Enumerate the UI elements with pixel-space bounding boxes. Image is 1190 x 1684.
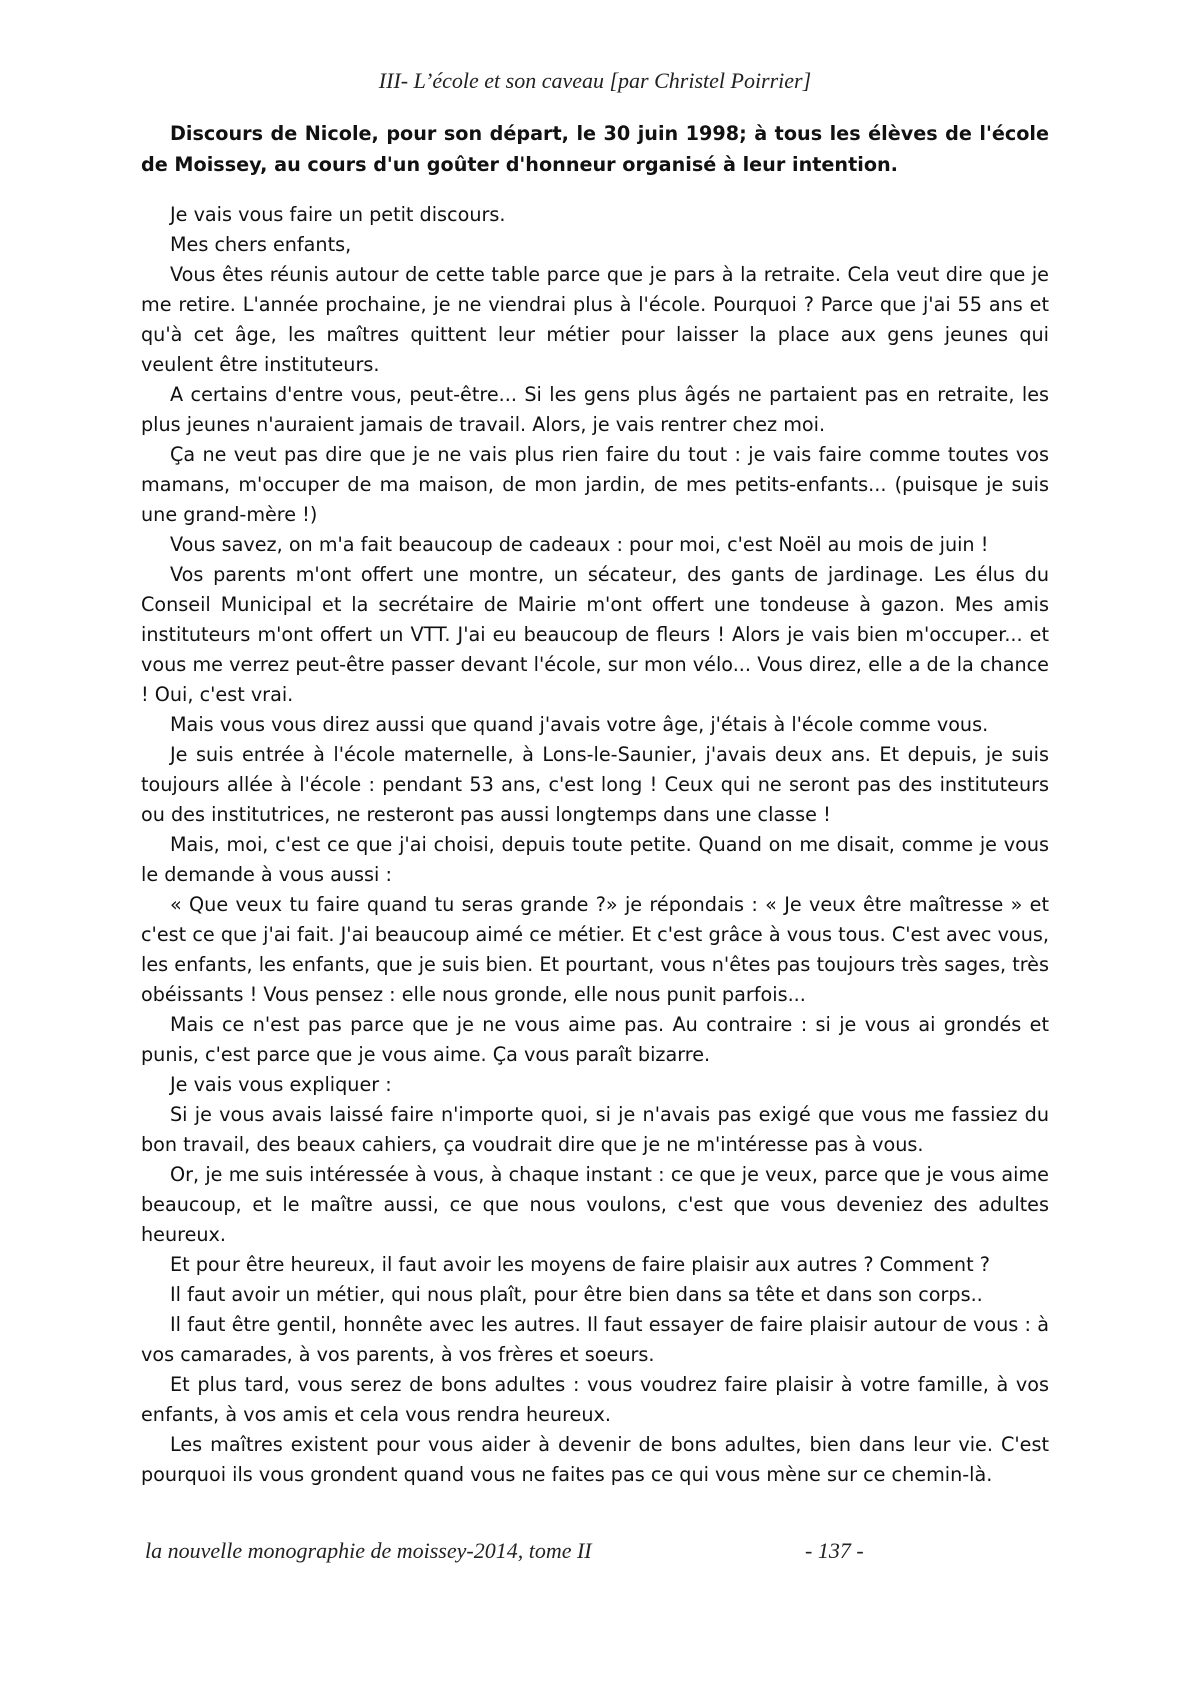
paragraph: Si je vous avais laissé faire n'importe quoi, si je n'avais pas exigé que vous me fassiez du bon travail, des beaux cahiers, ça voudrait dire que je ne m'intéresse pas à vous. [141,1103,1049,1156]
paragraph: Et plus tard, vous serez de bons adultes : vous voudrez faire plaisir à votre famille, à vos enfants, à vos amis et cela vous rendra heureux. [141,1373,1049,1426]
paragraph: Vos parents m'ont offert une montre, un sécateur, des gants de jardinage. Les élus du Conseil Municipal et la secrétaire de Mairie m'ont offert une tondeuse à gazon. Mes amis instituteurs m'ont offert un VTT. J'ai eu beaucoup de fleurs ! Alors je vais bien m'occuper... et vous me verrez peut-être passer devant l'école, sur mon vélo... Vous direz, elle a de la chance ! Oui, c'est vrai. [141,563,1049,706]
paragraph: Je vais vous expliquer : [170,1073,392,1096]
page-number: - 137 - [805,1538,864,1563]
paragraph: Vous êtes réunis autour de cette table parce que je pars à la retraite. Cela veut dire que je me retire. L'année prochaine, je ne viendrai plus à l'école. Pourquoi ? Parce que j'ai 55 ans et qu'à cet âge, les maîtres quittent leur métier pour laisser la place aux gens jeunes qui veulent être instituteurs. [141,263,1049,376]
running-header: III- L’école et son caveau [par Christel Poirrier] [378,68,812,93]
paragraph: Ça ne veut pas dire que je ne vais plus rien faire du tout : je vais faire comme toutes vos mamans, m'occuper de ma maison, de mon jardin, de mes petits-enfants... (puisque je suis une grand-mère !) [141,443,1049,526]
paragraph: Je vais vous faire un petit discours. [170,203,506,226]
paragraph: Il faut être gentil, honnête avec les autres. Il faut essayer de faire plaisir autour de vous : à vos camarades, à vos parents, à vos frères et soeurs. [141,1313,1049,1366]
speech-heading: Discours de Nicole, pour son départ, le 30 juin 1998; à tous les élèves de l'école de Moissey, au cours d'un goûter d'honneur organisé à leur intention. [141,122,1049,176]
paragraph: Et pour être heureux, il faut avoir les moyens de faire plaisir aux autres ? Comment ? [170,1253,990,1276]
paragraph: Mais, moi, c'est ce que j'ai choisi, depuis toute petite. Quand on me disait, comme je vous le demande à vous aussi : [141,833,1049,886]
paragraph: Je suis entrée à l'école maternelle, à Lons-le-Saunier, j'avais deux ans. Et depuis, je suis toujours allée à l'école : pendant 53 ans, c'est long ! Ceux qui ne seront pas des instituteurs ou des institutrices, ne resteront pas aussi longtemps dans une classe ! [141,743,1049,826]
paragraph: Or, je me suis intéressée à vous, à chaque instant : ce que je veux, parce que je vous aime beaucoup, et le maître aussi, ce que nous voulons, c'est que vous deveniez des adultes heureux. [141,1163,1049,1246]
paragraph: « Que veux tu faire quand tu seras grande ?» je répondais : « Je veux être maîtresse » et c'est ce que j'ai fait. J'ai beaucoup aimé ce métier. Et c'est grâce à vous tous. C'est avec vous, les enfants, les enfants, que je suis bien. Et pourtant, vous n'êtes pas toujours très sages, très obéissants ! Vous pensez : elle nous gronde, elle nous punit parfois... [141,893,1049,1006]
page-content [141,118,1049,1490]
paragraph: Mes chers enfants, [170,233,352,256]
paragraph: Mais ce n'est pas parce que je ne vous aime pas. Au contraire : si je vous ai grondés et punis, c'est parce que je vous aime. Ça vous paraît bizarre. [141,1013,1049,1066]
paragraph: Vous savez, on m'a fait beaucoup de cadeaux : pour moi, c'est Noël au mois de juin ! [170,533,989,556]
paragraph: Mais vous vous direz aussi que quand j'avais votre âge, j'étais à l'école comme vous. [170,713,989,736]
paragraph: Les maîtres existent pour vous aider à devenir de bons adultes, bien dans leur vie. C'est pourquoi ils vous grondent quand vous ne faites pas ce qui vous mène sur ce chemin-là. [141,1433,1049,1486]
paragraph: A certains d'entre vous, peut-être... Si les gens plus âgés ne partaient pas en retraite, les plus jeunes n'auraient jamais de travail. Alors, je vais rentrer chez moi. [141,383,1049,436]
paragraph: Il faut avoir un métier, qui nous plaît, pour être bien dans sa tête et dans son corps.. [170,1283,983,1306]
footer-title: la nouvelle monographie de moissey-2014, tome II [145,1538,592,1563]
